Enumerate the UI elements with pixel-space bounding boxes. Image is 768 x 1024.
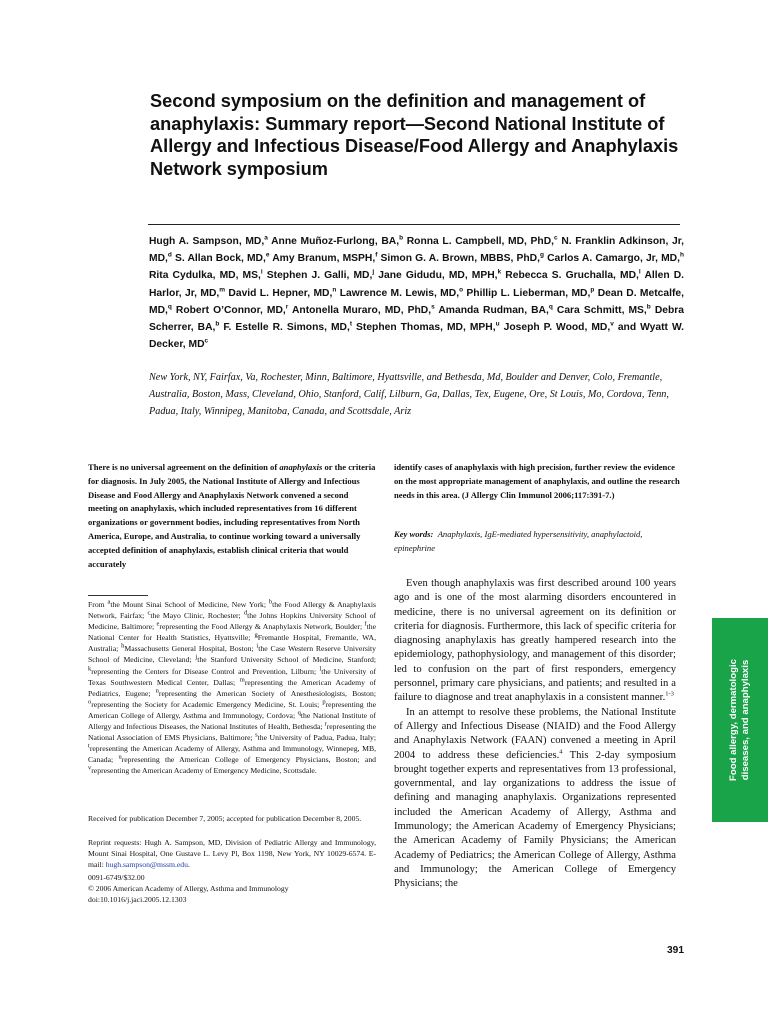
affiliation-marker: n <box>332 286 337 294</box>
affiliation-marker: d <box>243 609 248 617</box>
affiliation-marker: u <box>495 320 500 328</box>
page-number: 391 <box>667 945 684 956</box>
affiliation-marker: a <box>107 598 111 606</box>
affiliation-marker: l <box>638 268 641 276</box>
author-locations: New York, NY, Fairfax, Va, Rochester, Minn, Baltimore, Hyattsville, and Bethesda, Md, Boulder and Denver, Colo, Fremantle, Australia, Boston, Mass, Cleveland, Ohio, Stanford, Calif, Lilburn, Ga, Dallas, Tex, Eugene, Ore, St Louis, Mo, Cordova, Tenn, Padua, Italy, Winnipeg, Manitoba, Canada, and Scottsdale, Ariz <box>149 372 669 417</box>
affiliation-marker: q <box>297 709 301 717</box>
affiliation-marker: i <box>260 268 263 276</box>
paragraph-text: This 2-day symposium brought together experts and representatives from 13 professional, governmental, and lay organizations to address the issue of defining and managing anaphylaxis. Organizations represented included the American Academy of Allergy, Asthma and Immunology; the American Academy of Emergency Physicians; the American Academy of Family Physicians; the American Academy of Pediatrics; the American College of Allergy, Asthma and Immunology; the American College of Emergency Physicians; the <box>394 749 676 890</box>
reference-marker[interactable]: 4 <box>559 748 563 756</box>
affiliation-marker: g <box>539 251 544 259</box>
affiliation-marker: g <box>254 631 258 639</box>
affiliation-marker: p <box>322 698 326 706</box>
affiliation-marker: c <box>204 337 209 345</box>
affiliation-marker: k <box>497 268 502 276</box>
doi-line: doi:10.1016/j.jaci.2005.12.1303 <box>88 895 187 904</box>
side-tab-line-2: diseases, and anaphylaxis <box>740 659 751 781</box>
paragraph-text: In an attempt to resolve these problems, the National Institute of Allergy and Infectious Disease (NIAID) and the Food Allergy and Anaphylaxis Network (FAAN) convened a meeting in April 2004 to address these deficiencies. <box>394 706 676 761</box>
affiliation-text: the Stanford University School of Medicine, Stanford; <box>197 655 376 665</box>
affiliation-marker: m <box>219 286 226 294</box>
author-name: Antonella Muraro, MD, PhD, <box>291 304 432 316</box>
affiliation-marker: v <box>88 764 92 772</box>
affiliation-marker: t <box>349 320 352 328</box>
author-name: Carlos A. Camargo, Jr, MD, <box>547 253 680 265</box>
affiliation-marker: e <box>265 251 270 259</box>
email-link[interactable]: hugh.sampson@mssm.edu <box>105 860 188 870</box>
affiliation-marker: b <box>646 303 651 311</box>
affiliation-marker: o <box>88 698 92 706</box>
author-name: Rita Cydulka, MD, MS, <box>149 270 261 282</box>
author-name: Robert O’Connor, MD, <box>175 304 286 316</box>
affiliation-marker: r <box>285 303 289 311</box>
affiliation-marker: r <box>324 720 327 728</box>
affiliation-marker: h <box>121 642 125 650</box>
section-side-tab-label <box>728 620 752 820</box>
author-list <box>149 233 684 353</box>
author-name: Dean D. Metcalfe, MD, <box>149 287 684 316</box>
affiliation-marker: h <box>679 251 684 259</box>
affiliation-text: the Mount Sinai School of Medicine, New York; <box>110 600 269 609</box>
paragraph-text: Even though anaphylaxis was first described around 100 years ago and is one of the most alarming disorders encountered in medicine, there is no universal agreement on its definition or criteria for diagnosis. Furthermore, this lack of specific criteria for diagnosing anaphylaxis has greatly hampered research into the epidemiology, pathophysiology, and management of this disorder; led to confusion on the part of first responders, emergency personnel, primary care physicians, and patients; and resulted in a failure to diagnose and treat anaphylaxis in a consistent manner. <box>394 578 676 704</box>
author-name: Jane Gidudu, MD, MPH, <box>378 270 498 282</box>
keywords-text: Anaphylaxis, IgE-mediated hypersensitivity, anaphylactoid, epinephrine <box>394 529 643 553</box>
article-title: Second symposium on the definition and management of anaphylaxis: Summary report—Second National Institute of Allergy and Infectious Disease/Food Allergy and Anaphylaxis Network symposium <box>150 91 679 179</box>
author-name: Lawrence M. Lewis, MD, <box>339 287 460 299</box>
affiliation-text: representing the American Academy of Pediatrics, Eugene; <box>88 677 377 698</box>
affiliation-marker: p <box>590 286 595 294</box>
reprint-text: Reprint requests: Hugh A. Sampson, MD, Division of Pediatric Allergy and Immunology, Mount Sinai Hospital, One Gustave L. Levy Pl, Box 1198, New York, NY 10029-6574. E-mail: <box>88 838 376 870</box>
affiliation-marker: l <box>319 665 322 672</box>
affiliation-marker: b <box>399 234 404 242</box>
affiliation-marker: j <box>372 268 375 276</box>
keywords-label: Key words: <box>394 529 434 539</box>
reference-marker[interactable]: 1-3 <box>665 690 674 698</box>
author-name: Hugh A. Sampson, MD, <box>149 236 265 247</box>
affiliation-text: Massachusetts General Hospital, Boston; <box>124 644 257 654</box>
author-name: Wyatt W. Decker, MD <box>149 322 684 351</box>
affiliation-text: the University of Texas Southwestern Medical Center, Dallas; <box>88 666 376 687</box>
affiliation-marker: j <box>195 653 198 661</box>
author-name: F. Estelle R. Simons, MD, <box>223 322 350 334</box>
affiliation-marker: b <box>268 598 273 606</box>
affiliation-marker: t <box>88 742 90 750</box>
affiliation-text: the National Center for Health Statistics, Hyattsville; <box>88 622 376 643</box>
body-paragraph <box>394 706 676 892</box>
affiliation-text: representing the American College of Emergency Physicians, Boston; and <box>121 755 377 765</box>
affiliation-marker: q <box>548 303 553 311</box>
author-name: David L. Hepner, MD, <box>228 287 333 299</box>
title-divider <box>148 224 680 225</box>
affiliation-text: representing the American Society of Anesthesiologists, Boston; <box>158 688 376 698</box>
author-name: Anne Muñoz-Furlong, BA, <box>271 236 400 247</box>
abstract-text-rest: or the criteria for diagnosis. In July 2005, the National Institute of Allergy and Infectious Disease and Food Allergy and Anaphylaxis Network convened a second meeting on anaphylaxis, which included representatives from 16 different organizations or government bodies, including representatives from North America, Europe, and Australia, to continue working toward a universally accepted definition of anaphylaxis, establish clinical criteria that would accurately <box>88 462 376 569</box>
abstract-italic-term: anaphylaxis <box>279 462 323 472</box>
abstract-left-column <box>88 461 376 571</box>
affiliation-text: representing the Centers for Disease Control and Prevention, Lilburn; <box>91 666 320 676</box>
keywords <box>394 528 684 556</box>
copyright-line: © 2006 American Academy of Allergy, Asthma and Immunology <box>88 884 289 893</box>
affiliation-text: representing the National Association of EMS Physicians, Baltimore; <box>88 722 377 743</box>
author-name: Phillip L. Lieberman, MD, <box>466 287 591 299</box>
affiliation-text: Fremantle Hospital, Fremantle, WA, Australia; <box>88 633 376 654</box>
abstract-text-continued: identify cases of anaphylaxis with high precision, further review the evidence on the most appropriate management of anaphylaxis, and outline the research needs in this area. <box>394 462 680 500</box>
affiliation-marker: o <box>459 286 464 294</box>
affiliation-marker: c <box>554 234 558 242</box>
side-tab-line-1: Food allergy, dermatologic <box>727 659 739 781</box>
author-name: Stephen J. Galli, MD, <box>266 270 373 282</box>
affiliation-text: representing the American Academy of Allergy, Asthma and Immunology, Winnepeg, MB, Canada; <box>88 744 376 765</box>
footnote-divider <box>88 595 148 596</box>
author-name: Cara Schmitt, MS, <box>556 304 647 316</box>
affiliation-marker: f <box>375 251 378 259</box>
affiliation-text: the Case Western Reserve University School of Medicine, Cleveland; <box>88 644 376 665</box>
author-name: Ronna L. Campbell, MD, PhD, <box>406 236 555 247</box>
affiliation-marker: c <box>147 609 151 617</box>
author-name: Simon G. A. Brown, MBBS, PhD, <box>380 253 540 265</box>
affiliation-text: representing the American College of Allergy, Asthma and Immunology, Cordova; <box>88 699 376 720</box>
affiliation-marker: a <box>264 234 268 242</box>
author-name: Debra Scherrer, BA, <box>149 304 684 334</box>
author-name: Allen D. Harlor, Jr, MD, <box>149 270 685 299</box>
reprint-end: . <box>187 860 190 870</box>
affiliation-marker: k <box>88 665 92 672</box>
affiliation-marker: e <box>156 620 160 628</box>
affiliation-marker: v <box>610 320 614 328</box>
affiliation-text: the Food Allergy & Anaphylaxis Network, Fairfax; <box>88 600 376 621</box>
affiliation-text: the University of Padua, Padua, Italy; <box>257 733 376 743</box>
affiliation-text: representing the Food Allergy & Anaphylaxis Network, Boulder; <box>159 622 365 632</box>
received-note: Received for publication December 7, 2005; accepted for publication December 8, 2005. <box>88 814 362 823</box>
affiliation-marker: u <box>118 753 122 761</box>
author-separator: and <box>613 322 641 334</box>
affiliation-marker: s <box>255 731 258 739</box>
section-side-tab <box>712 618 768 822</box>
affiliation-marker: s <box>431 303 435 311</box>
author-name: Rebecca S. Gruchalla, MD, <box>505 270 639 282</box>
author-name: Amanda Rudman, BA, <box>438 304 549 316</box>
affiliation-text: the Mayo Clinic, Rochester; <box>150 611 244 621</box>
abstract-text-start: There is no universal agreement on the definition of <box>88 462 280 472</box>
body-text-column <box>394 577 676 892</box>
reprint-requests <box>88 837 376 870</box>
affiliation-marker: d <box>167 251 172 259</box>
affiliation-text: the Johns Hopkins University School of Medicine, Baltimore; <box>88 611 376 632</box>
author-name: Amy Branum, MSPH, <box>272 253 376 265</box>
affiliation-marker: m <box>239 676 245 684</box>
publication-metadata <box>88 872 376 905</box>
author-name: Stephen Thomas, MD, MPH, <box>356 322 496 334</box>
affiliation-marker: n <box>155 687 159 695</box>
body-paragraph <box>394 577 676 706</box>
affiliation-text: representing the American Academy of Emergency Medicine, Scottsdale. <box>91 766 317 776</box>
affiliations-footnote <box>88 599 376 777</box>
affiliation-marker: i <box>256 642 259 650</box>
affiliation-marker: f <box>364 620 367 628</box>
issn-code: 0091-6749/$32.00 <box>88 873 145 882</box>
abstract-citation: (J Allergy Clin Immunol 2006;117:391-7.) <box>461 489 615 500</box>
abstract-right-column <box>394 461 684 502</box>
author-name: Joseph P. Wood, MD, <box>503 322 611 334</box>
author-name: N. Franklin Adkinson, Jr, MD, <box>149 236 684 265</box>
affiliation-text: representing the Society for Academic Emergency Medicine, St. Louis; <box>91 699 323 709</box>
author-name: S. Allan Bock, MD, <box>175 253 266 265</box>
affiliations-from-label: From <box>88 600 108 609</box>
affiliation-marker: q <box>167 303 172 311</box>
affiliation-text: the National Institute of Allergy and Infectious Diseases, the National Institutes of Health, Bethesda; <box>88 710 376 732</box>
affiliation-marker: b <box>215 320 220 328</box>
